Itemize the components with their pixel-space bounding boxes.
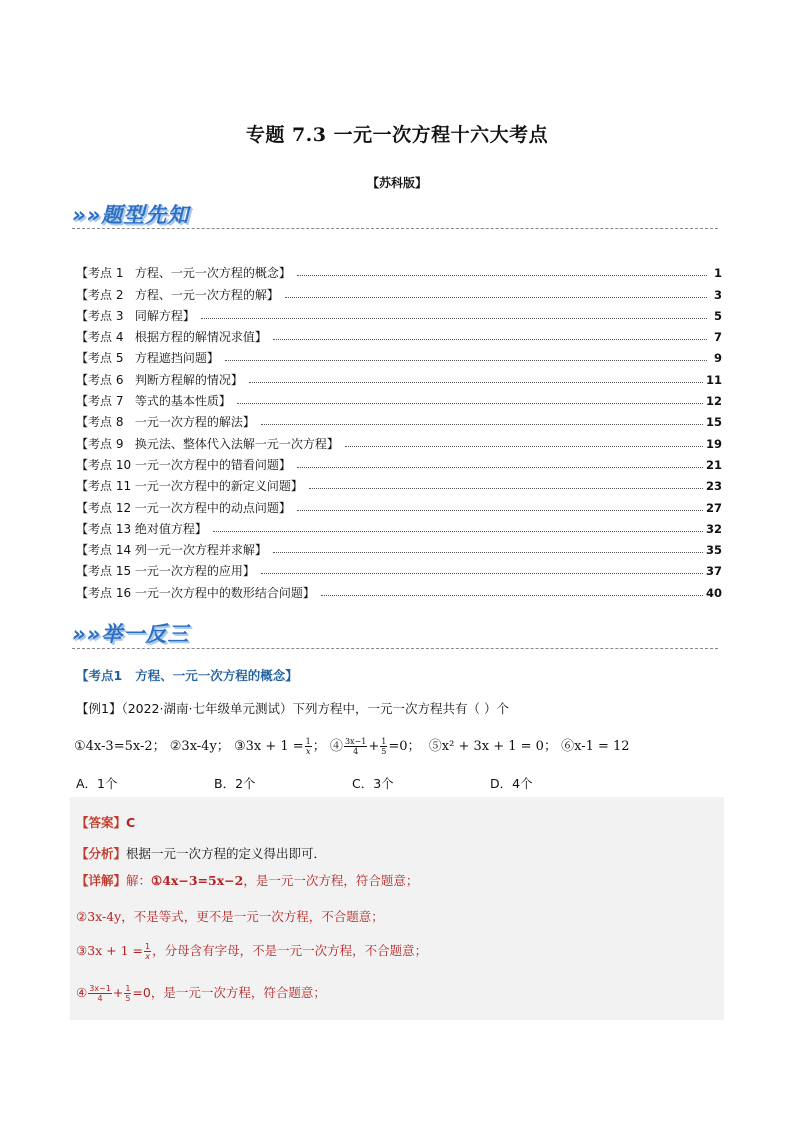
detail-tag: 【详解】 [76,873,127,888]
toc-entry[interactable] [76,365,722,386]
equation-3-end: ； [312,739,326,754]
toc-entry-page: 35 [705,543,722,558]
toc-entry-page: 9 [713,351,722,366]
toc-entry-page: 32 [705,521,722,536]
toc-leader-dots [297,510,703,511]
fraction [305,737,312,756]
equation-2: ②3x-4y； [169,739,230,754]
toc-entry-label: 【考点 7 等式的基本性质】 [76,394,231,409]
answer-box [70,797,724,1020]
toc-entry-page: 12 [705,394,722,409]
toc-entry[interactable] [76,429,722,450]
detail-text-2: ，不是等式，更不是一元一次方程，不合题意； [121,909,384,924]
toc-entry-page: 11 [705,372,722,387]
toc-leader-dots [213,531,703,532]
option-b: B．2个 [214,776,256,791]
detail-eq-2: ②3x-4y [76,909,122,924]
toc-entry[interactable] [76,578,722,599]
detail-mark-4: ④ [76,985,88,1000]
banner-examples-text: »»举一反三 [72,622,190,646]
toc-entry[interactable] [76,515,722,536]
banner-rule-2 [72,648,718,649]
fraction-numerator: 3x−1 [89,984,111,993]
toc-entry-label: 【考点 2 方程、一元一次方程的解】 [76,287,279,302]
edition-label: 【苏科版】 [366,176,427,190]
toc-leader-dots [285,297,707,298]
toc-entry[interactable] [76,323,722,344]
toc-entry-label: 【考点 1 方程、一元一次方程的概念】 [76,266,291,281]
toc-entry-label: 【考点 4 根据方程的解情况求值】 [76,330,267,345]
fraction [380,737,387,756]
detail-text-4: =0，是一元一次方程，符合题意； [132,985,326,1000]
detail-text-1: ，是一元一次方程，符合题意； [243,873,419,888]
equation-5: ⑤x² + 3x + 1 = 0； [428,739,557,754]
toc-leader-dots [249,382,703,383]
option-a: A．1个 [76,776,118,791]
table-of-contents [76,259,722,600]
detail-intro: 解： [126,873,152,888]
answer-tag: 【答案】 [76,815,127,830]
toc-leader-dots [261,424,703,425]
fraction-numerator: 3x−1 [344,737,367,746]
toc-leader-dots [201,318,707,319]
plus-sign: + [112,985,124,1000]
toc-entry-label: 【考点 6 判断方程解的情况】 [76,372,243,387]
toc-entry-page: 23 [705,479,722,494]
equation-4-mark: ④ [329,739,343,754]
toc-entry[interactable] [76,280,722,301]
fraction-denominator: x [145,952,150,961]
detail-eq-3: ③3x + 1 = [76,943,144,958]
detail-line-4 [76,983,326,1003]
toc-entry-label: 【考点 9 换元法、整体代入法解一元一次方程】 [76,436,339,451]
toc-entry-page: 5 [713,308,722,323]
fraction-numerator: 1 [305,737,311,746]
toc-entry-page: 40 [705,585,722,600]
fraction [124,984,131,1003]
toc-entry[interactable] [76,387,722,408]
toc-leader-dots [225,360,707,361]
banner-rule-1 [72,228,718,229]
toc-leader-dots [297,275,707,276]
plus-sign: + [368,739,380,754]
equation-3-left: ③3x + 1 = [233,739,304,754]
detail-text-3: ，分母含有字母，不是一元一次方程，不合题意； [152,943,428,958]
equation-6: ⑥x-1 = 12 [561,739,630,754]
toc-leader-dots [273,339,707,340]
option-c: C．3个 [352,776,394,791]
toc-leader-dots [309,488,703,489]
analysis-tag: 【分析】 [76,846,127,861]
toc-entry[interactable] [76,302,722,323]
toc-entry[interactable] [76,451,722,472]
section-heading: 【考点1 方程、一元一次方程的概念】 [76,668,298,683]
analysis-text: 根据一元一次方程的定义得出即可． [126,846,327,861]
equation-3 [234,739,326,754]
example-source: （2022·湖南·七年级单元测试） [121,701,293,716]
toc-entry[interactable] [76,408,722,429]
toc-entry[interactable] [76,259,722,280]
fraction-denominator: x [305,747,311,756]
banner-question-types-text: »»题型先知 [72,203,190,227]
fraction-denominator: 4 [353,747,359,756]
equation-1: ①4x-3=5x-2； [74,739,166,754]
fraction-denominator: 5 [381,747,387,756]
fraction-numerator: 1 [125,984,131,993]
toc-entry-label: 【考点 8 一元一次方程的解法】 [76,415,255,430]
example-question [76,699,509,717]
detail-line-2 [76,907,384,925]
equation-4 [330,739,421,754]
detail-eq-1: ①4x−3=5x−2 [151,873,244,888]
detail-line-1 [76,871,418,889]
toc-leader-dots [345,446,703,447]
toc-entry-page: 37 [705,564,722,579]
toc-entry-label: 【考点 3 同解方程】 [76,308,195,323]
toc-entry[interactable] [76,493,722,514]
example-text: 下列方程中，一元一次方程共有（ ）个 [292,701,509,716]
toc-entry[interactable] [76,344,722,365]
toc-entry-label: 【考点 10 一元一次方程中的错看问题】 [76,457,291,472]
toc-entry-page: 19 [705,436,722,451]
toc-entry-label: 【考点 13 绝对值方程】 [76,521,207,536]
fraction-numerator: 1 [381,737,387,746]
fraction [88,984,112,1003]
toc-entry[interactable] [76,536,722,557]
toc-entry-label: 【考点 11 一元一次方程中的新定义问题】 [76,479,303,494]
toc-entry-page: 3 [713,287,722,302]
option-d: D．4个 [490,776,533,791]
equation-list [74,735,630,756]
answer-line [76,813,135,831]
toc-entry-label: 【考点 15 一元一次方程的应用】 [76,564,255,579]
toc-entry-label: 【考点 14 列一元一次方程并求解】 [76,543,267,558]
toc-entry-page: 1 [713,266,722,281]
answer-value: C [126,815,136,830]
toc-entry[interactable] [76,472,722,493]
page-title: 专题 7.3 一元一次方程十六大考点 [245,124,549,146]
toc-entry-label: 【考点 5 方程遮挡问题】 [76,351,219,366]
toc-entry-label: 【考点 12 一元一次方程中的动点问题】 [76,500,291,515]
toc-leader-dots [261,573,703,574]
toc-leader-dots [273,552,703,553]
detail-line-3 [76,941,427,961]
toc-leader-dots [237,403,703,404]
analysis-line [76,844,326,862]
toc-entry-page: 15 [705,415,722,430]
toc-entry-page: 27 [705,500,722,515]
toc-entry-page: 21 [705,457,722,472]
toc-leader-dots [297,467,703,468]
toc-entry-page: 7 [713,330,722,345]
fraction [344,737,367,756]
equation-4-end: =0； [388,739,421,754]
toc-entry-label: 【考点 16 一元一次方程中的数形结合问题】 [76,585,315,600]
fraction [144,942,151,961]
fraction-numerator: 1 [145,942,151,951]
toc-leader-dots [321,595,703,596]
fraction-denominator: 5 [125,994,131,1003]
toc-entry[interactable] [76,557,722,578]
example-tag: 【例1】 [76,701,122,716]
fraction-denominator: 4 [97,994,103,1003]
answer-options [76,774,628,792]
